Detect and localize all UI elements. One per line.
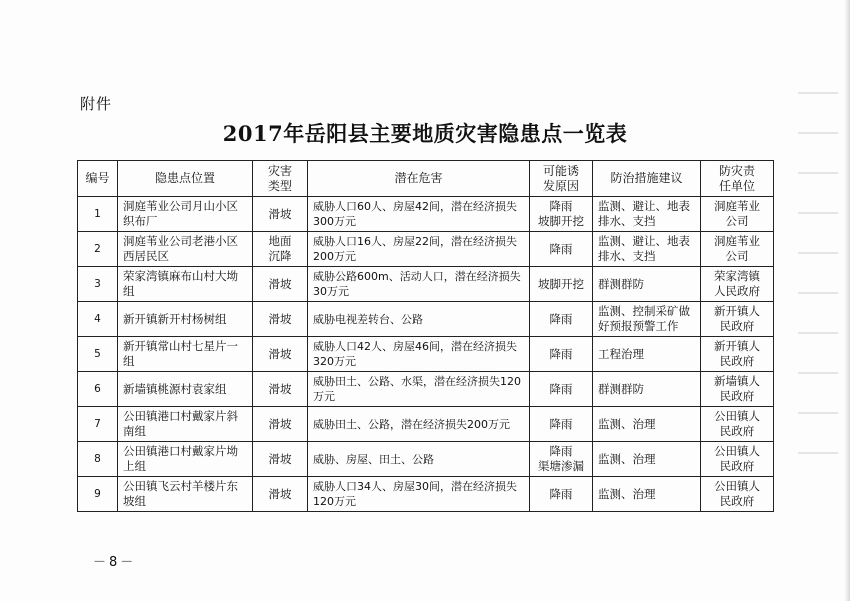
row-number-cell: 7 (78, 407, 118, 442)
responsible-unit-cell: 洞庭苇业 公司 (701, 197, 774, 232)
potential-danger-cell: 威胁人口60人、房屋42间，潜在经济损失300万元 (308, 197, 530, 232)
column-header: 防灾责 任单位 (701, 161, 774, 197)
column-header: 潜在危害 (308, 161, 530, 197)
responsible-unit-cell: 荣家湾镇 人民政府 (701, 267, 774, 302)
page-title: 2017年岳阳县主要地质灾害隐患点一览表 (222, 121, 628, 146)
hazard-location-cell: 洞庭苇业公司月山小区织布厂 (118, 197, 253, 232)
trigger-cause-cell: 降雨 渠塘渗漏 (530, 442, 593, 477)
row-number-cell: 3 (78, 267, 118, 302)
row-number-cell: 9 (78, 477, 118, 512)
trigger-cause-cell: 降雨 (530, 232, 593, 267)
table-header-row (78, 161, 774, 197)
row-number-cell: 2 (78, 232, 118, 267)
responsible-unit-cell: 公田镇人 民政府 (701, 442, 774, 477)
trigger-cause-cell: 降雨 (530, 302, 593, 337)
responsible-unit-cell: 洞庭苇业 公司 (701, 232, 774, 267)
prevention-measures-cell: 工程治理 (593, 337, 701, 372)
hazard-location-cell: 公田镇港口村戴家片坳上组 (118, 442, 253, 477)
prevention-measures-cell: 监测、治理 (593, 442, 701, 477)
prevention-measures-cell: 监测、控制采矿做好预报预警工作 (593, 302, 701, 337)
prevention-measures-cell: 监测、治理 (593, 477, 701, 512)
hazard-type-cell: 滑坡 (253, 267, 308, 302)
potential-danger-cell: 威胁人口42人、房屋46间，潜在经济损失320万元 (308, 337, 530, 372)
page-number: －8－ (93, 555, 137, 570)
hazard-type-cell: 滑坡 (253, 372, 308, 407)
hazard-location-cell: 新墙镇桃源村袁家组 (118, 372, 253, 407)
table-row (78, 372, 774, 407)
hazard-type-cell: 滑坡 (253, 477, 308, 512)
potential-danger-cell: 威胁人口34人、房屋30间，潜在经济损失120万元 (308, 477, 530, 512)
row-number-cell: 5 (78, 337, 118, 372)
hazard-type-cell: 滑坡 (253, 442, 308, 477)
potential-danger-cell: 威胁、房屋、田土、公路 (308, 442, 530, 477)
hazard-location-cell: 洞庭苇业公司老港小区西居民区 (118, 232, 253, 267)
column-header: 编号 (78, 161, 118, 197)
column-header: 隐患点位置 (118, 161, 253, 197)
potential-danger-cell: 威胁田土、公路，潜在经济损失200万元 (308, 407, 530, 442)
hazard-location-cell: 公田镇飞云村羊楼片东坡组 (118, 477, 253, 512)
potential-danger-cell: 威胁电视差转台、公路 (308, 302, 530, 337)
row-number-cell: 6 (78, 372, 118, 407)
column-header: 灾害 类型 (253, 161, 308, 197)
trigger-cause-cell: 降雨 (530, 372, 593, 407)
potential-danger-cell: 威胁公路600m、活动人口，潜在经济损失30万元 (308, 267, 530, 302)
trigger-cause-cell: 降雨 (530, 477, 593, 512)
responsible-unit-cell: 公田镇人 民政府 (701, 477, 774, 512)
attachment-label: 附件 (80, 95, 113, 113)
responsible-unit-cell: 新开镇人 民政府 (701, 337, 774, 372)
hazard-location-cell: 新开镇常山村七星片一组 (118, 337, 253, 372)
table-body (78, 197, 774, 512)
table-row (78, 232, 774, 267)
trigger-cause-cell: 坡脚开挖 (530, 267, 593, 302)
trigger-cause-cell: 降雨 (530, 407, 593, 442)
potential-danger-cell: 威胁田土、公路、水渠，潜在经济损失120万元 (308, 372, 530, 407)
row-number-cell: 8 (78, 442, 118, 477)
responsible-unit-cell: 公田镇人 民政府 (701, 407, 774, 442)
table-row (78, 197, 774, 232)
prevention-measures-cell: 群测群防 (593, 372, 701, 407)
responsible-unit-cell: 新开镇人 民政府 (701, 302, 774, 337)
trigger-cause-cell: 降雨 坡脚开挖 (530, 197, 593, 232)
prevention-measures-cell: 群测群防 (593, 267, 701, 302)
hazard-table (77, 160, 774, 512)
column-header: 防治措施建议 (593, 161, 701, 197)
hazard-location-cell: 荣家湾镇麻布山村大坳组 (118, 267, 253, 302)
table-row (78, 302, 774, 337)
hazard-type-cell: 滑坡 (253, 337, 308, 372)
prevention-measures-cell: 监测、避让、地表排水、支挡 (593, 232, 701, 267)
hazard-location-cell: 公田镇港口村戴家片斜南组 (118, 407, 253, 442)
table-row (78, 442, 774, 477)
table-row (78, 267, 774, 302)
trigger-cause-cell: 降雨 (530, 337, 593, 372)
hazard-type-cell: 滑坡 (253, 407, 308, 442)
table-row (78, 477, 774, 512)
column-header: 可能诱 发原因 (530, 161, 593, 197)
hazard-type-cell: 滑坡 (253, 197, 308, 232)
page-edge (844, 0, 850, 601)
responsible-unit-cell: 新墙镇人 民政府 (701, 372, 774, 407)
prevention-measures-cell: 监测、治理 (593, 407, 701, 442)
table-row (78, 407, 774, 442)
prevention-measures-cell: 监测、避让、地表排水、支挡 (593, 197, 701, 232)
hazard-type-cell: 地面 沉降 (253, 232, 308, 267)
hazard-type-cell: 滑坡 (253, 302, 308, 337)
potential-danger-cell: 威胁人口16人、房屋22间，潜在经济损失200万元 (308, 232, 530, 267)
row-number-cell: 4 (78, 302, 118, 337)
hazard-location-cell: 新开镇新开村杨树组 (118, 302, 253, 337)
row-number-cell: 1 (78, 197, 118, 232)
table-row (78, 337, 774, 372)
